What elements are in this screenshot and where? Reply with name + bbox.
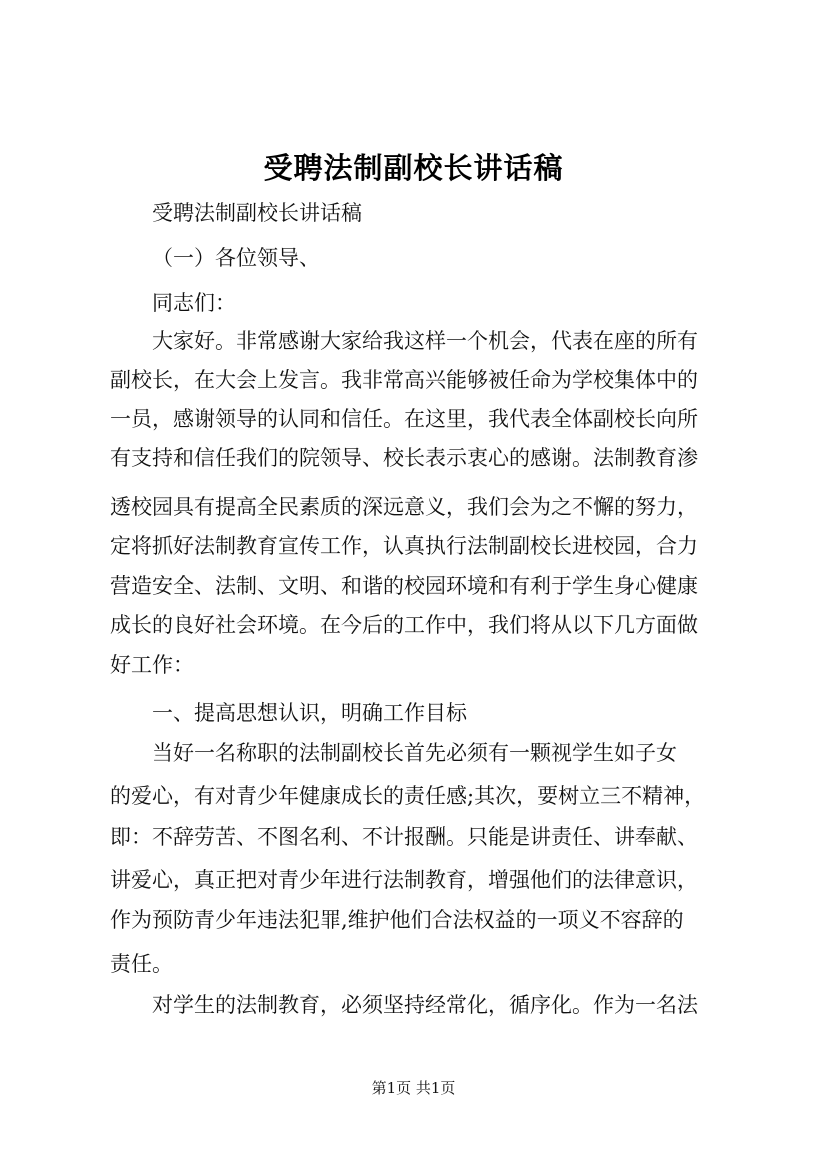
- paragraph-line: 好工作：: [110, 653, 194, 677]
- greeting-line-1: （一）各位领导、: [152, 246, 320, 270]
- paragraph-line: 副校长，在大会上发言。我非常高兴能够被任命为学校集体中的: [110, 368, 698, 392]
- paragraph-line: 一员，感谢领导的认同和信任。在这里，我代表全体副校长向所: [110, 407, 698, 431]
- page-footer: 第1页 共1页: [371, 1079, 456, 1097]
- paragraph-line: 成长的良好社会环境。在今后的工作中，我们将从以下几方面做: [110, 613, 698, 637]
- paragraph-line: 有支持和信任我们的院领导、校长表示衷心的感谢。法制教育渗: [110, 446, 698, 470]
- subtitle-line: 受聘法制副校长讲话稿: [152, 201, 362, 225]
- paragraph-line: 定将抓好法制教育宣传工作，认真执行法制副校长进校园，合力: [110, 534, 698, 558]
- paragraph-line: 即：不辞劳苦、不图名利、不计报酬。只能是讲责任、讲奉献、: [110, 825, 698, 849]
- document-title: 受聘法制副校长讲话稿: [263, 151, 564, 185]
- paragraph-line: 营造安全、法制、文明、和谐的校园环境和有利于学生身心健康: [110, 574, 698, 598]
- section-heading: 一、提高思想认识，明确工作目标: [152, 701, 467, 725]
- paragraph-line: 当好一名称职的法制副校长首先必须有一颗视学生如子女: [152, 741, 677, 765]
- paragraph-line: 作为预防青少年违法犯罪,维护他们合法权益的一项义不容辞的: [110, 908, 684, 932]
- paragraph-line: 的爱心，有对青少年健康成长的责任感;其次，要树立三不精神，: [110, 784, 706, 808]
- paragraph-line: 大家好。非常感谢大家给我这样一个机会，代表在座的所有: [152, 329, 698, 353]
- paragraph-line: 透校园具有提高全民素质的深远意义，我们会为之不懈的努力，: [110, 495, 698, 519]
- paragraph-line: 对学生的法制教育，必须坚持经常化，循序化。作为一名法: [152, 993, 698, 1017]
- paragraph-line: 讲爱心，真正把对青少年进行法制教育，增强他们的法律意识，: [110, 868, 698, 892]
- paragraph-line: 责任。: [110, 952, 173, 976]
- greeting-line-2: 同志们：: [152, 291, 236, 315]
